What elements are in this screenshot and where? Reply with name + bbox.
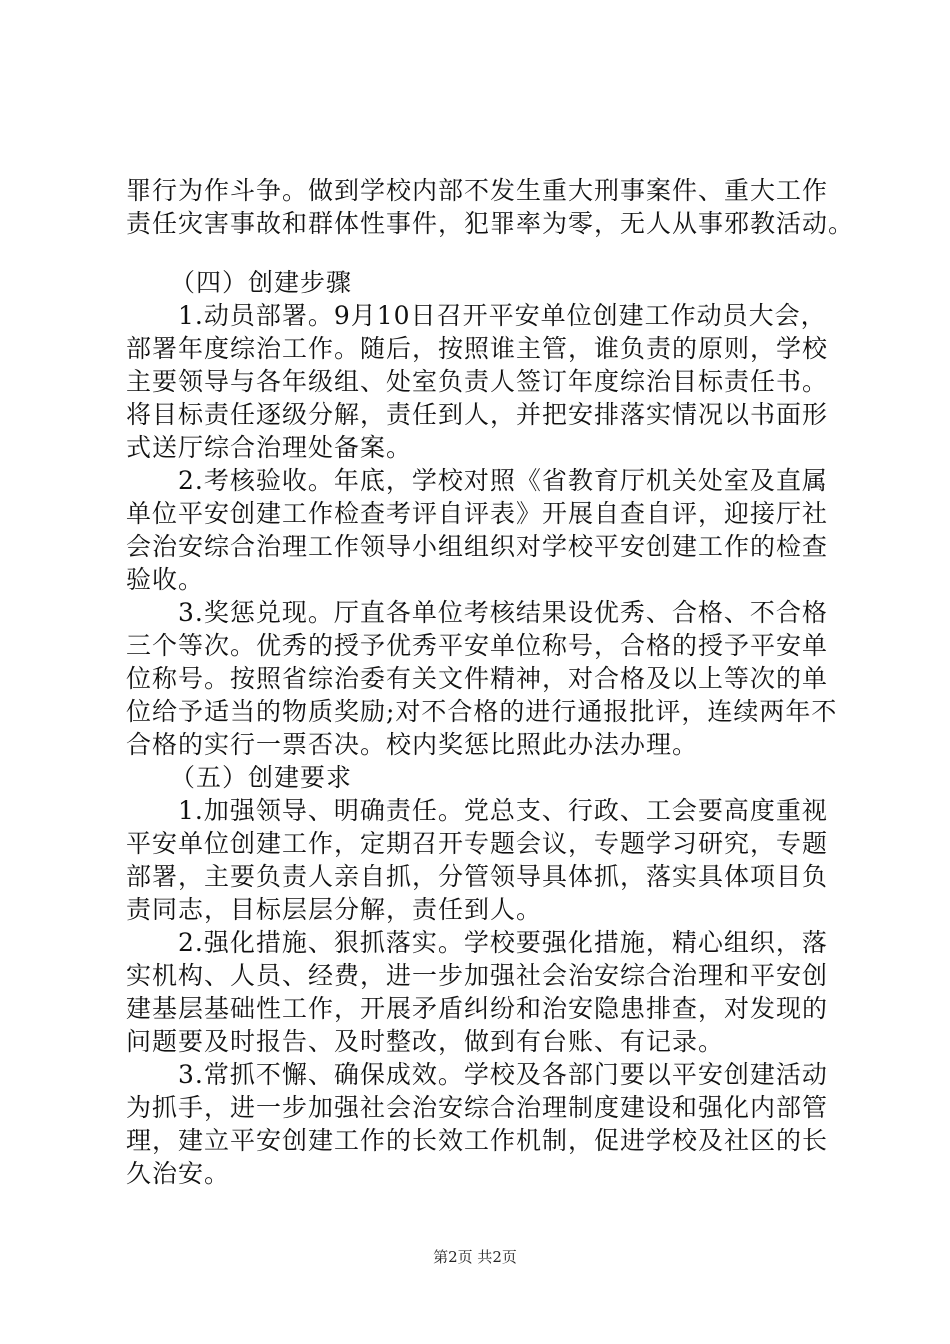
text-line-12: 验收。 [126,565,205,594]
text-line-27: 3.常抓不懈、确保成效。学校及各部门要以平安创建活动 [178,1060,828,1089]
text-line-19: 1.加强领导、明确责任。党总支、行政、工会要高度重视 [178,796,828,825]
text-line-20: 平安单位创建工作，定期召开专题会议，专题学习研究，专题 [126,829,829,858]
text-line-15: 位称号。按照省综治委有关文件精神，对合格及以上等次的单 [126,664,829,693]
text-line-30: 久治安。 [126,1159,231,1188]
text-line-9: 2.考核验收。年底，学校对照《省教育厅机关处室及直属 [178,466,828,495]
text-line-22: 责同志，目标层层分解，责任到人。 [126,895,543,924]
text-line-1: 罪行为作斗争。做到学校内部不发生重大刑事案件、重大工作 [126,176,829,205]
section-heading-5: （五）创建要求 [170,763,353,792]
page-footer: 第2页 共2页 [433,1248,517,1266]
text-line-24: 实机构、人员、经费，进一步加强社会治安综合治理和平安创 [126,961,829,990]
text-line-10: 单位平安创建工作检查考评自评表》开展自查自评，迎接厅社 [126,499,829,528]
text-line-5: 部署年度综治工作。随后，按照谁主管，谁负责的原则，学校 [126,334,829,363]
text-line-14: 三个等次。优秀的授予优秀平安单位称号，合格的授予平安单 [126,631,829,660]
text-line-11: 会治安综合治理工作领导小组组织对学校平安创建工作的检查 [126,532,829,561]
text-line-23: 2.强化措施、狠抓落实。学校要强化措施，精心组织，落 [178,928,828,957]
text-line-21: 部署，主要负责人亲自抓，分管领导具体抓，落实具体项目负 [126,862,829,891]
text-line-7: 将目标责任逐级分解，责任到人，并把安排落实情况以书面形 [126,400,829,429]
section-heading-4: （四）创建步骤 [170,268,353,297]
text-line-26: 问题要及时报告、及时整改，做到有台账、有记录。 [126,1027,725,1056]
text-line-4: 1.动员部署。9月10日召开平安单位创建工作动员大会， [178,301,827,330]
text-line-16: 位给予适当的物质奖励;对不合格的进行通报批评，连续两年不 [126,697,838,726]
text-line-17: 合格的实行一票否决。校内奖惩比照此办法办理。 [126,730,699,759]
text-line-28: 为抓手，进一步加强社会治安综合治理制度建设和强化内部管 [126,1093,829,1122]
text-line-2: 责任灾害事故和群体性事件，犯罪率为零，无人从事邪教活动。 [126,209,855,238]
text-line-13: 3.奖惩兑现。厅直各单位考核结果设优秀、合格、不合格 [178,598,828,627]
text-line-6: 主要领导与各年级组、处室负责人签订年度综治目标责任书。 [126,367,829,396]
text-line-29: 理，建立平安创建工作的长效工作机制，促进学校及社区的长 [126,1126,829,1155]
text-line-8: 式送厅综合治理处备案。 [126,433,413,462]
text-line-25: 建基层基础性工作，开展矛盾纠纷和治安隐患排查，对发现的 [126,994,829,1023]
